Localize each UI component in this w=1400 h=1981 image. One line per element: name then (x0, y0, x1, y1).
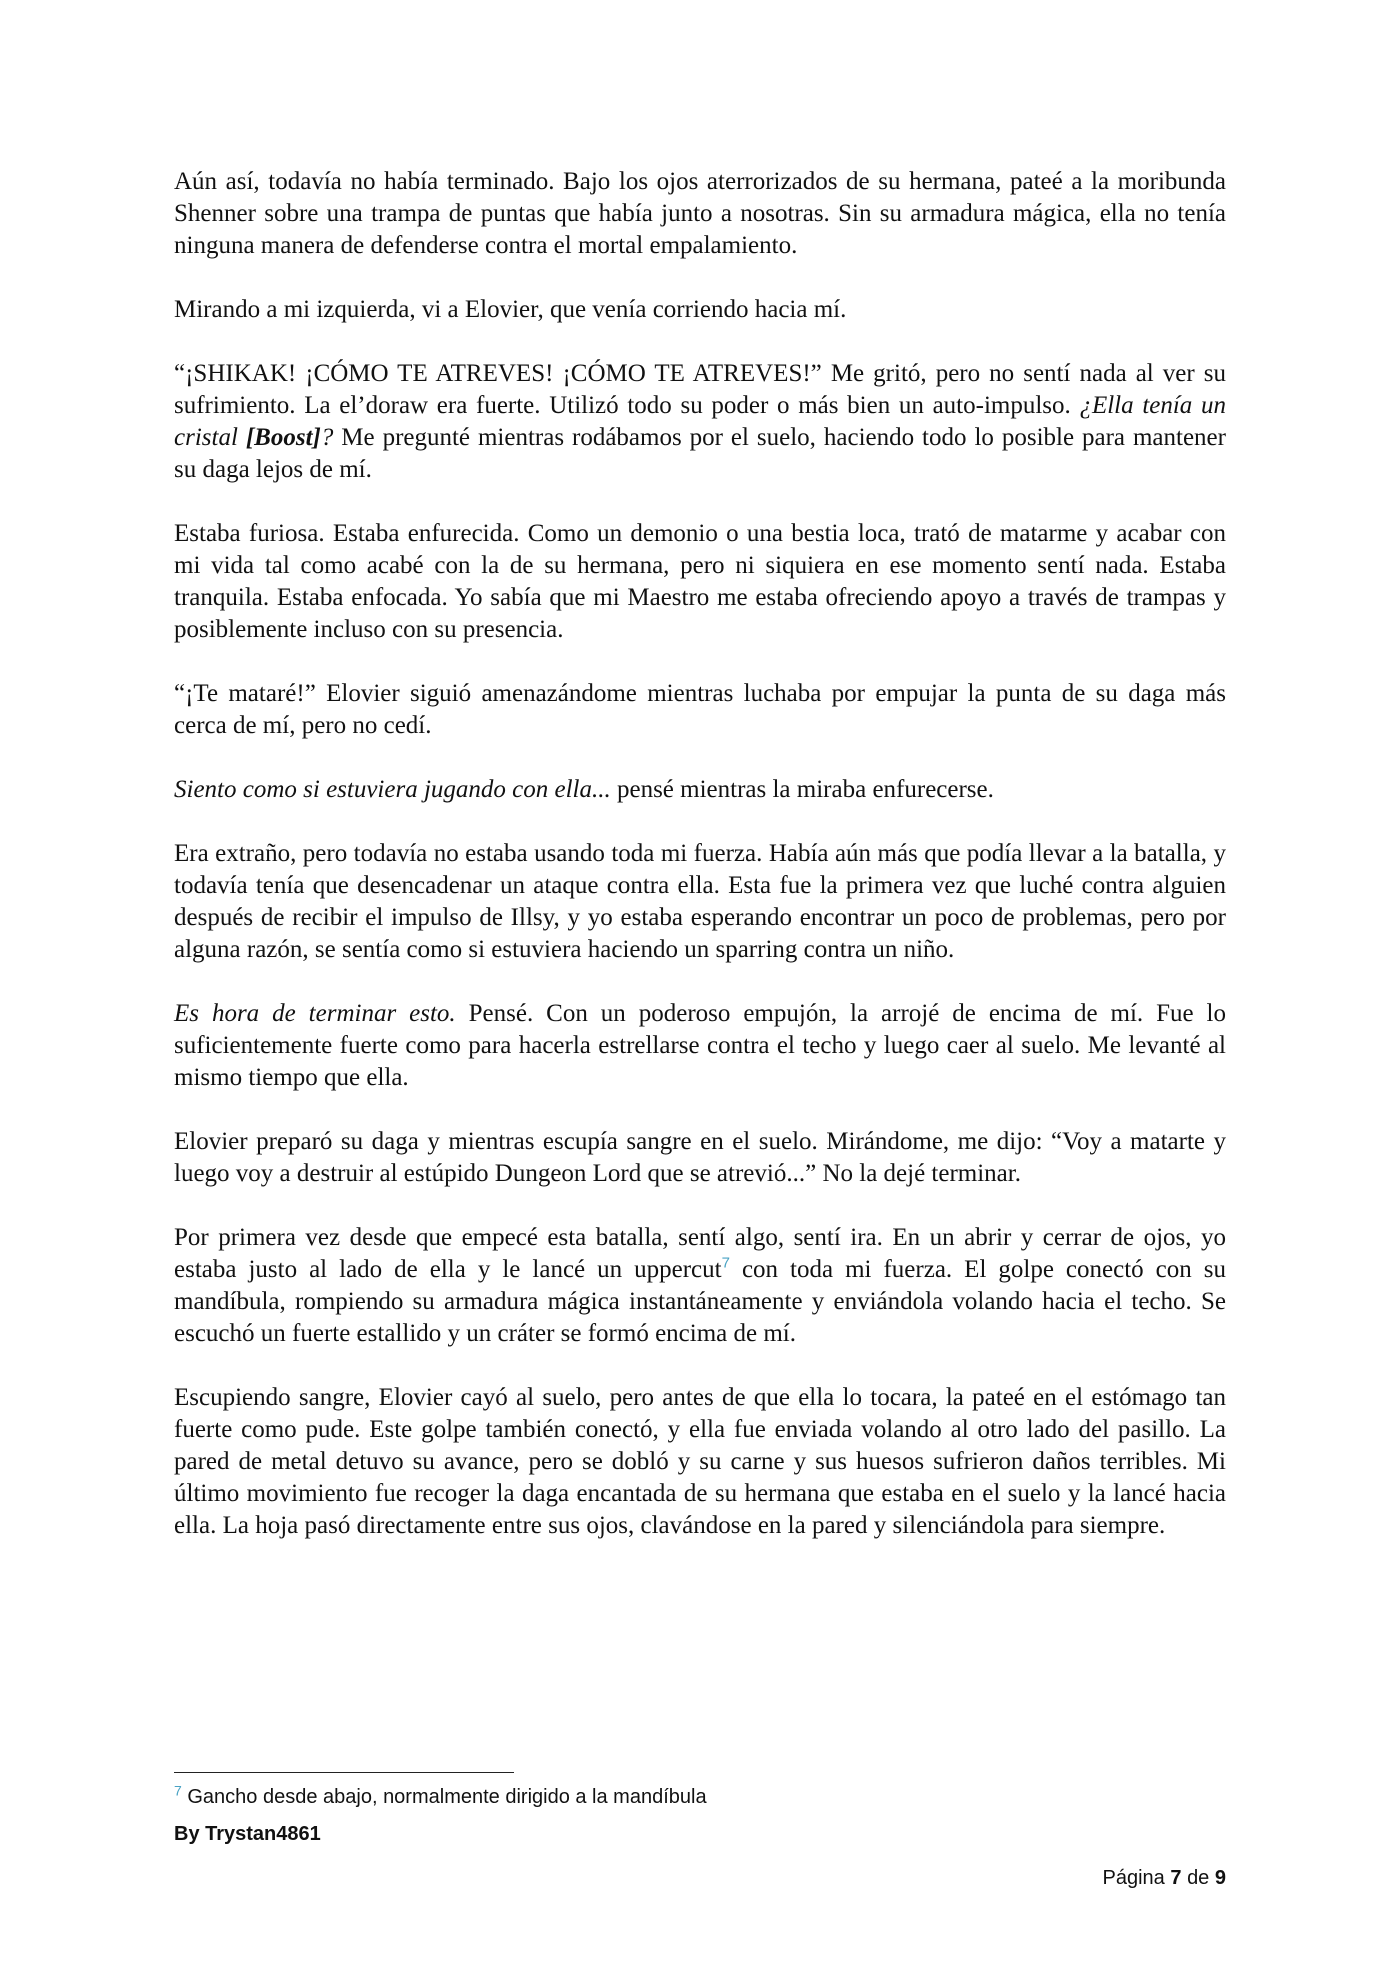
footnote-number: 7 (174, 1782, 182, 1799)
page-number-prefix: Página (1102, 1867, 1165, 1889)
paragraph (174, 678, 1226, 742)
text-segment: “¡Te mataré!” Elovier siguió amenazándome mientras luchaba por empujar la punta de su daga más cerca de mí, pero no cedí. (174, 680, 1226, 739)
paragraph (174, 1222, 1226, 1350)
paragraph (174, 998, 1226, 1094)
text-segment: Es hora de terminar esto. (174, 1000, 456, 1027)
text-segment: [Boost] (245, 424, 321, 451)
text-segment: Por primera vez desde que empecé esta batalla, sentí algo, sentí ira. En un abrir y cerrar de ojos, yo estaba justo al lado de ella y le lancé un uppercut (174, 1224, 1226, 1283)
footnote-text: Gancho desde abajo, normalmente dirigido a la mandíbula (187, 1786, 707, 1808)
text-segment: Escupiendo sangre, Elovier cayó al suelo, pero antes de que ella lo tocara, la pateé en el estómago tan fuerte como pude. Este golpe también conectó, y ella fue enviada volando al otro lado del pasillo. La pared de metal detuvo su avance, pero se dobló y su carne y sus huesos sufrieron daños terribles. Mi último movimiento fue recoger la daga encantada de su hermana que estaba en el suelo y la lancé hacia ella. La hoja pasó directamente entre sus ojos, clavándose en la pared y silenciándola para siempre. (174, 1384, 1226, 1539)
paragraph (174, 1126, 1226, 1190)
paragraph (174, 518, 1226, 646)
text-segment: con toda mi fuerza. El golpe conectó con su mandíbula, rompiendo su armadura mágica instantáneamente y enviándola volando hacia el techo. Se escuchó un fuerte estallido y un cráter se formó encima de mí. (174, 1256, 1226, 1347)
paragraph (174, 774, 1226, 806)
text-segment: ¿Ella tenía un cristal (174, 392, 1226, 451)
text-segment: Elovier preparó su daga y mientras escupía sangre en el suelo. Mirándome, me dijo: “Voy a matarte y luego voy a destruir al estúpido Dungeon Lord que se atrevió...” No la dejé terminar. (174, 1128, 1226, 1187)
paragraph (174, 838, 1226, 966)
text-segment: Aún así, todavía no había terminado. Bajo los ojos aterrorizados de su hermana, pateé a la moribunda Shenner sobre una trampa de puntas que había junto a nosotras. Sin su armadura mágica, ella no tenía ninguna manera de defenderse contra el mortal empalamiento. (174, 168, 1226, 259)
page-number (1103, 1867, 1226, 1890)
text-segment: Me pregunté mientras rodábamos por el suelo, haciendo todo lo posible para mantener su daga lejos de mí. (174, 424, 1226, 483)
text-segment: Mirando a mi izquierda, vi a Elovier, que venía corriendo hacia mí. (174, 296, 847, 323)
page-number-of: de (1187, 1867, 1210, 1889)
paragraph (174, 358, 1226, 486)
paragraph (174, 294, 1226, 326)
author-credit: By Trystan4861 (174, 1823, 321, 1845)
paragraph (174, 1382, 1226, 1542)
footnote-separator (174, 1772, 514, 1773)
text-segment: pensé mientras la miraba enfurecerse. (610, 776, 994, 803)
text-segment: Pensé. Con un poderoso empujón, la arrojé de encima de mí. Fue lo suficientemente fuerte como para hacerla estrellarse contra el techo y luego caer al suelo. Me levanté al mismo tiempo que ella. (174, 1000, 1226, 1091)
page-number-current: 7 (1170, 1867, 1182, 1889)
page-number-total: 9 (1214, 1867, 1226, 1889)
text-segment: Siento como si estuviera jugando con ella... (174, 776, 611, 803)
paragraph (174, 166, 1226, 262)
page-body (174, 166, 1226, 1574)
text-segment: “¡SHIKAK! ¡CÓMO TE ATREVES! ¡CÓMO TE ATREVES!” Me gritó, pero no sentí nada al ver su sufrimiento. La el’doraw era fuerte. Utilizó todo su poder o más bien un auto-impulso. (174, 360, 1226, 419)
text-segment: Estaba furiosa. Estaba enfurecida. Como un demonio o una bestia loca, trató de matarme y acabar con mi vida tal como acabé con la de su hermana, pero ni siquiera en ese momento sentí nada. Estaba tranquila. Estaba enfocada. Yo sabía que mi Maestro me estaba ofreciendo apoyo a través de trampas y posiblemente incluso con su presencia. (174, 520, 1226, 643)
text-segment: ? (320, 424, 334, 451)
text-segment: Era extraño, pero todavía no estaba usando toda mi fuerza. Había aún más que podía llevar a la batalla, y todavía tenía que desencadenar un ataque contra ella. Esta fue la primera vez que luché contra alguien después de recibir el impulso de Illsy, y yo estaba esperando encontrar un poco de problemas, pero por alguna razón, se sentía como si estuviera haciendo un sparring contra un niño. (174, 840, 1226, 963)
footnote (174, 1784, 707, 1810)
footnote-reference: 7 (721, 1254, 730, 1272)
